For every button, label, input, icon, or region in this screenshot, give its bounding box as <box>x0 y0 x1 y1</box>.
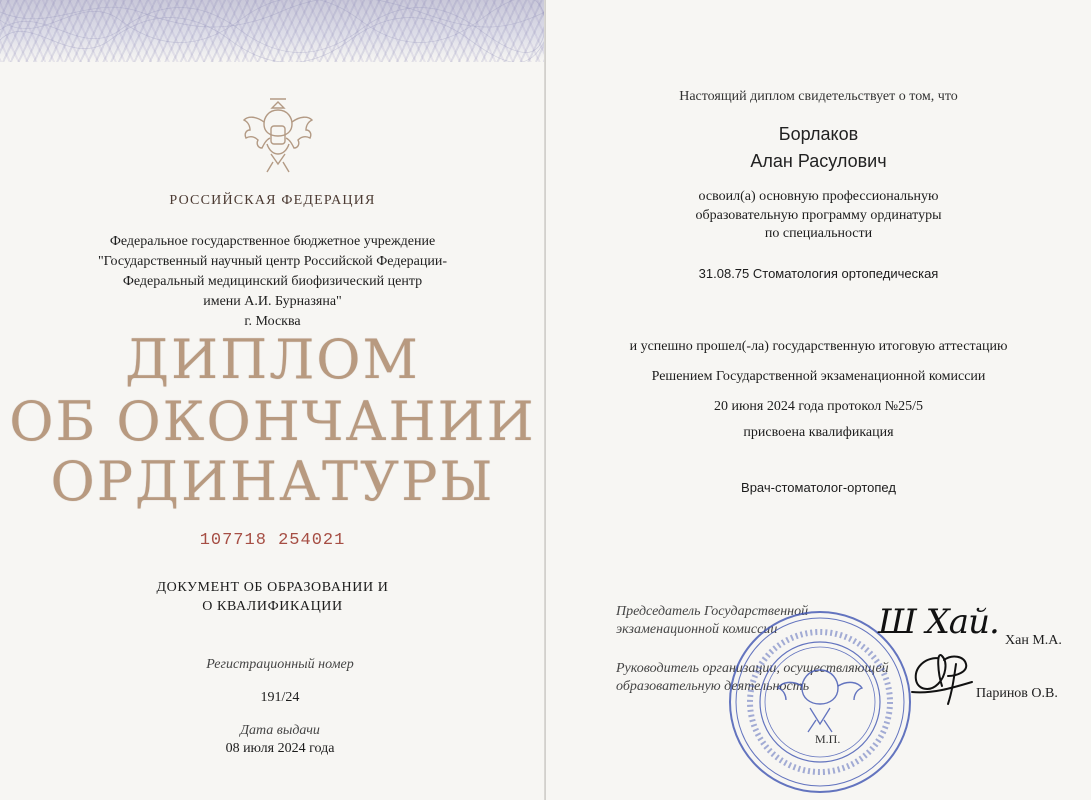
guilloche-pattern-icon <box>0 0 545 62</box>
qualification-value: Врач-стоматолог-ортопед <box>741 480 896 495</box>
program-line-1: освоил(а) основную профессиональную <box>698 189 939 204</box>
organization-head-label-line-2: образовательную деятельность <box>616 679 810 694</box>
diploma-cover-page <box>0 0 545 800</box>
commission-chair-label-line-2: экзаменационной комиссии <box>616 622 778 637</box>
intro-text: Настоящий диплом свидетельствует о том, что <box>679 89 958 104</box>
chair-signature: Ш Хай. <box>878 602 999 642</box>
specialty: 31.08.75 Стоматология ортопедическая <box>698 266 939 281</box>
institution-line-1: Федеральное государственное бюджетное учреждение <box>109 234 436 249</box>
document-type-line-2: О КВАЛИФИКАЦИИ <box>202 599 343 614</box>
head-signature-icon <box>908 646 980 710</box>
graduate-given-names: Алан Расулович <box>750 151 887 171</box>
qualification-label: присвоена квалификация <box>743 425 894 440</box>
institution-city: г. Москва <box>244 314 301 329</box>
russian-coat-of-arms-icon <box>243 96 313 178</box>
commission-chair-label-line-1: Председатель Государственной <box>616 604 809 619</box>
issue-date-label: Дата выдачи <box>240 723 320 738</box>
diploma-title-line-3: ОРДИНАТУРЫ <box>50 450 495 513</box>
institution-line-3: Федеральный медицинский биофизический центр <box>122 274 423 289</box>
diploma-title-line-2: ОБ ОКОНЧАНИИ <box>9 390 536 453</box>
organization-head-label-line-1: Руководитель организации, осуществляющей <box>616 661 889 676</box>
seal-mark: М.П. <box>815 732 841 746</box>
serial-number: 107718 254021 <box>199 531 346 550</box>
protocol-text: 20 июня 2024 года протокол №25/5 <box>713 399 924 414</box>
graduate-surname: Борлаков <box>778 124 859 144</box>
attestation-text: и успешно прошел(-ла) государственную итоговую аттестацию <box>629 339 1008 354</box>
registration-number: 191/24 <box>260 690 300 705</box>
head-name: Паринов О.В. <box>976 686 1058 701</box>
commission-text: Решением Государственной экзаменационной комиссии <box>651 369 986 384</box>
registration-number-label: Регистрационный номер <box>206 657 354 672</box>
program-line-3: по специальности <box>764 226 873 241</box>
chair-name: Хан М.А. <box>1005 633 1062 648</box>
issue-date: 08 июля 2024 года <box>225 741 335 756</box>
country-name: РОССИЙСКАЯ ФЕДЕРАЦИЯ <box>169 193 376 208</box>
institution-line-4: имени А.И. Бурназяна" <box>203 294 342 309</box>
institution-line-2: "Государственный научный центр Российской Федерации- <box>97 254 448 269</box>
program-line-2: образовательную программу ординатуры <box>695 208 942 223</box>
diploma-title-line-1: ДИПЛОМ <box>125 328 420 391</box>
document-type-line-1: ДОКУМЕНТ ОБ ОБРАЗОВАНИИ И <box>156 580 389 595</box>
